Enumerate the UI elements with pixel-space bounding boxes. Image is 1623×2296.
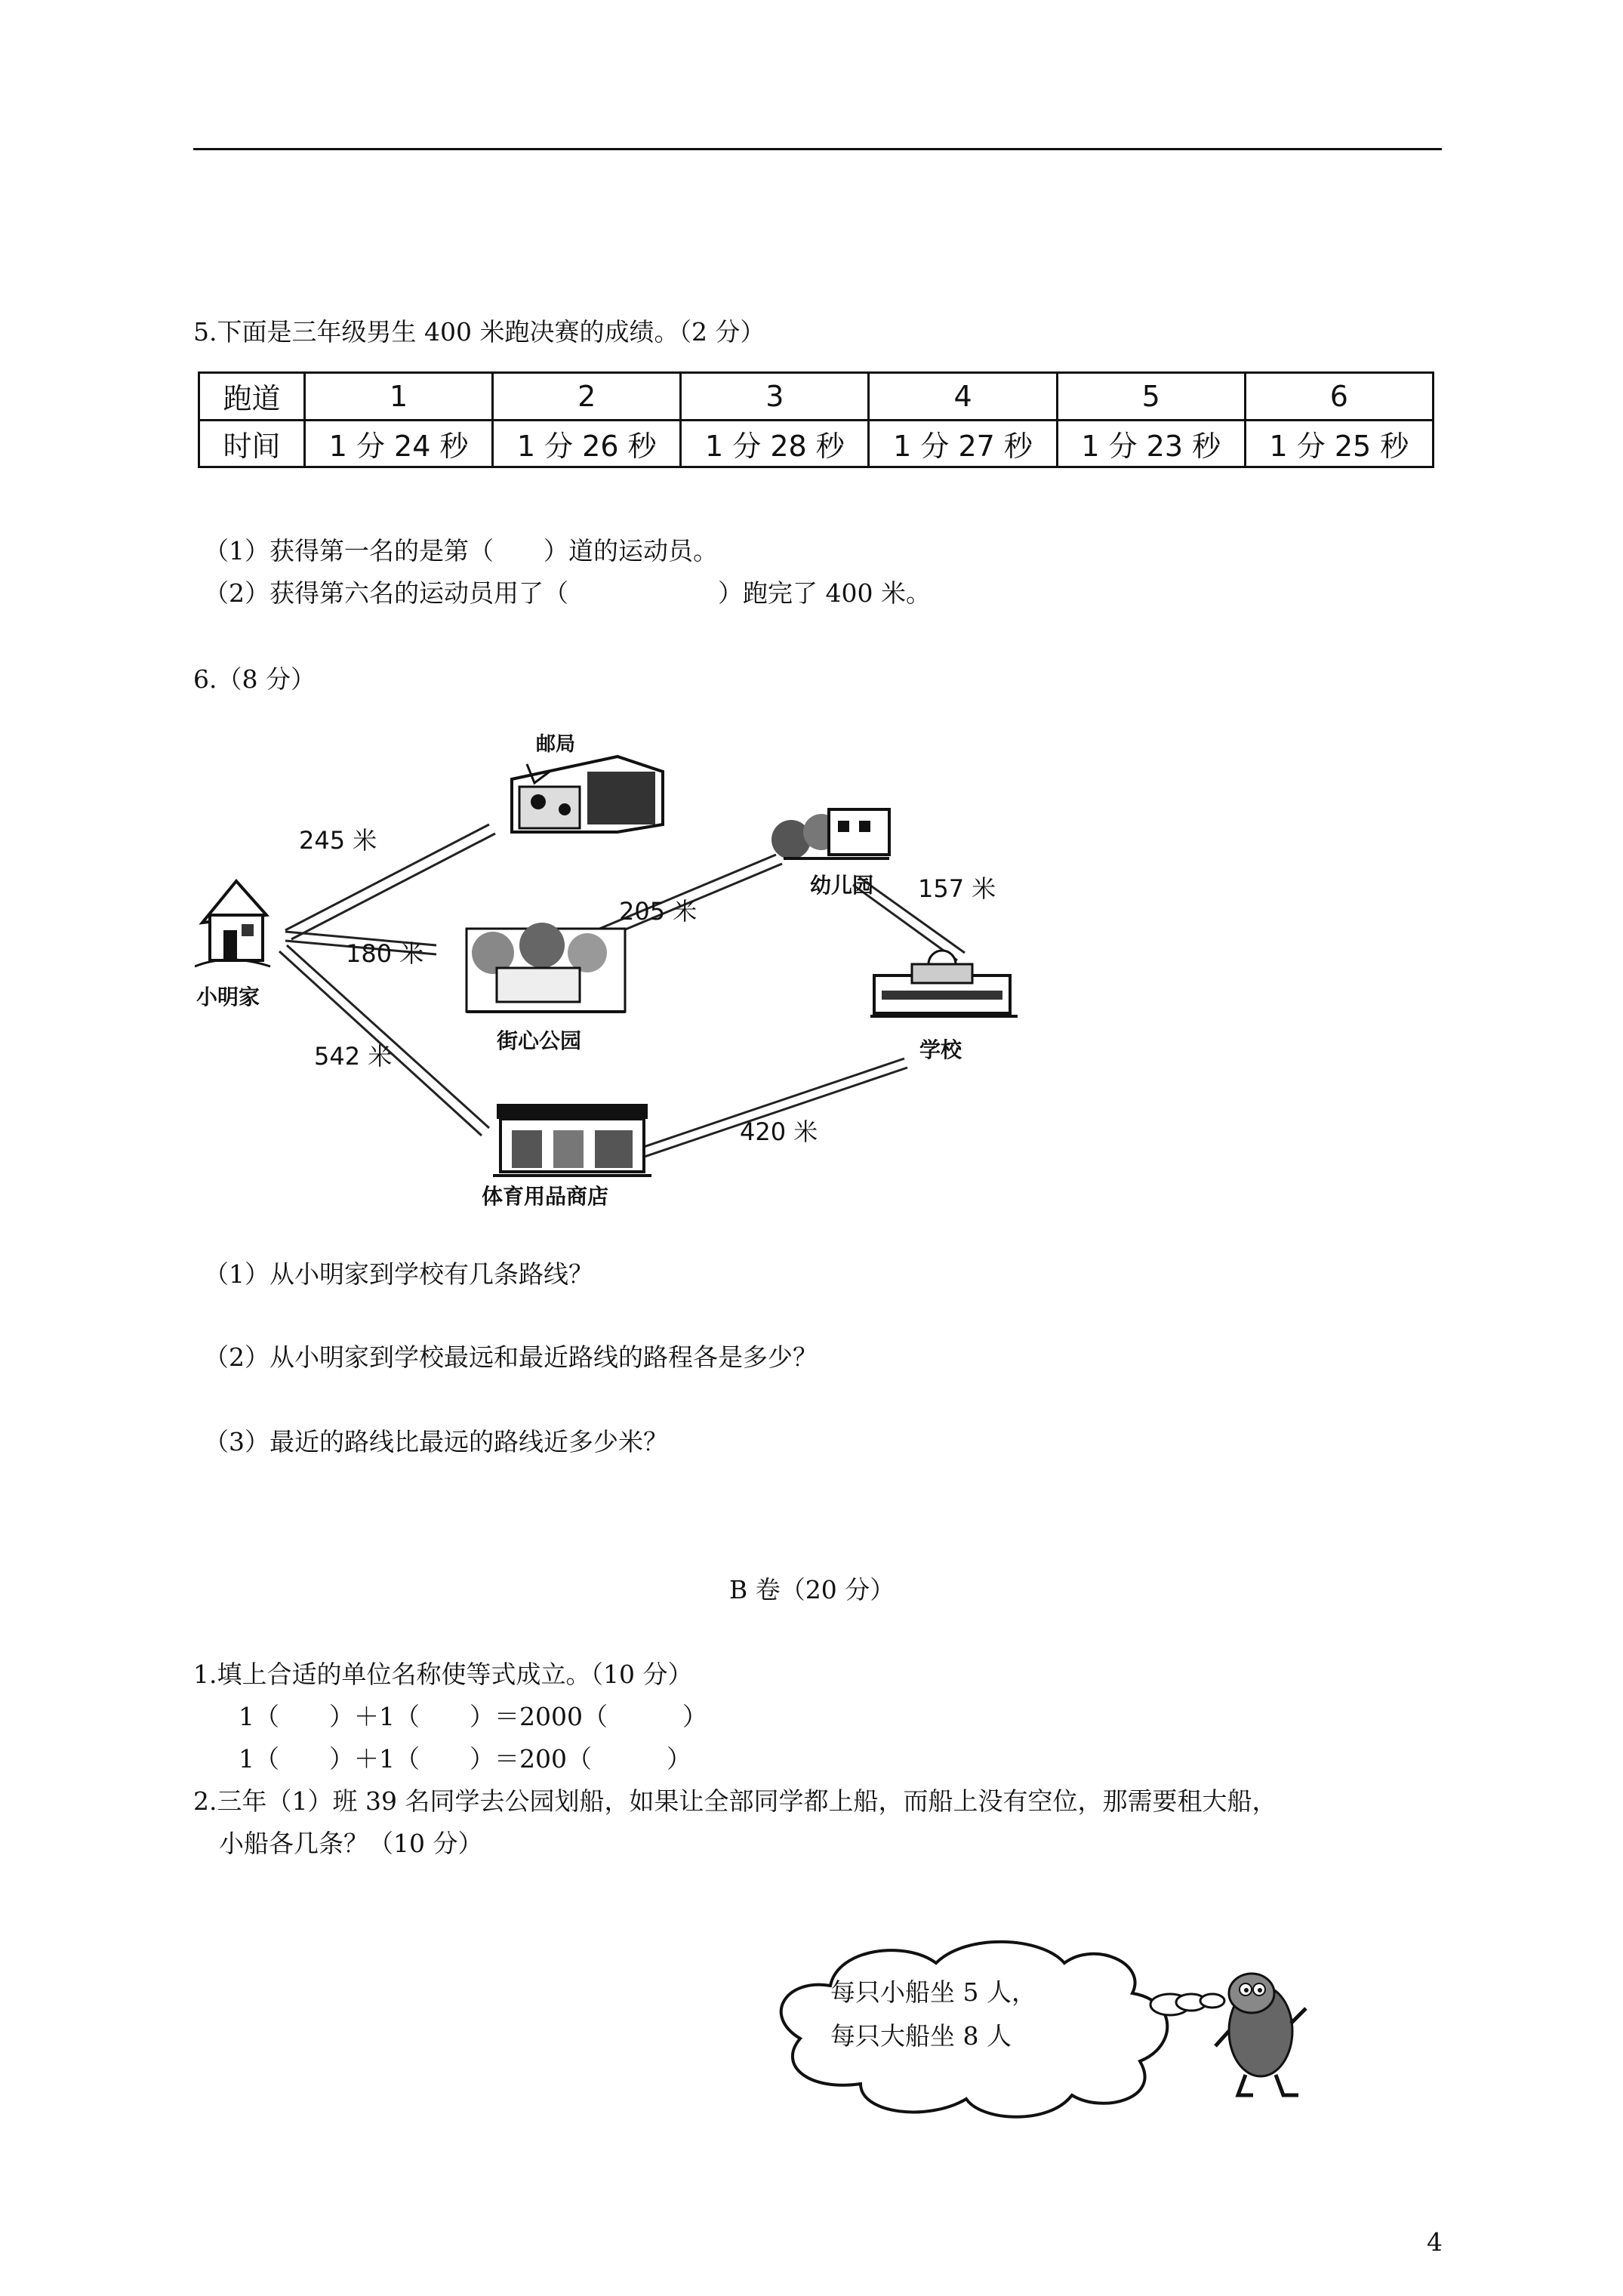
section-b-title: B 卷（20 分）: [729, 1575, 895, 1604]
road-home-store: [287, 945, 489, 1128]
lane-cell: 6: [1245, 373, 1433, 421]
store-icon: [493, 1104, 651, 1176]
b-q1-title: 1.填上合适的单位名称使等式成立。（10 分）: [193, 1660, 693, 1689]
race-results-table: [198, 371, 1434, 468]
lane-cell: 3: [681, 373, 869, 421]
home-icon: [195, 881, 270, 966]
q6-sub3: （3）最近的路线比最远的路线近多少米？: [204, 1427, 668, 1456]
b-q1-equation-1: 1（ ）＋1（ ）＝2000（ ）: [239, 1702, 707, 1731]
time-cell: 1 分 23 秒: [1057, 420, 1245, 467]
time-cell: 1 分 27 秒: [869, 420, 1057, 467]
page-number: 4: [1427, 2227, 1443, 2257]
q5-title: 5.下面是三年级男生 400 米跑决赛的成绩。（2 分）: [193, 317, 765, 347]
lane-cell: 2: [493, 373, 681, 421]
lane-cell: 5: [1057, 373, 1245, 421]
b-q2-line1: 2.三年（1）班 39 名同学去公园划船，如果让全部同学都上船，而船上没有空位，那需要租大船，: [193, 1786, 1277, 1816]
distance-home-store: 542 米: [314, 1042, 393, 1071]
cloud-text-1: 每只小船坐 5 人，: [830, 1977, 1036, 2007]
time-cell: 1 分 24 秒: [305, 420, 493, 467]
distance-park-kinder: 205 米: [619, 897, 698, 926]
lane-cell: 4: [869, 373, 1057, 421]
cloud-text-2: 每只大船坐 8 人: [830, 2021, 1012, 2051]
time-cell: 1 分 25 秒: [1245, 420, 1433, 467]
route-map: [195, 726, 1031, 1214]
post-office-label: 邮局: [536, 733, 576, 756]
distance-home-post: 245 米: [299, 826, 377, 855]
time-cell: 1 分 28 秒: [681, 420, 869, 467]
row-header-time: 时间: [199, 420, 305, 467]
kindergarten-icon: [771, 809, 889, 859]
post-office-icon: [512, 757, 663, 832]
school-label: 学校: [919, 1037, 962, 1062]
park-label: 街心公园: [497, 1028, 582, 1053]
table-row: [199, 420, 1434, 467]
distance-home-park: 180 米: [346, 939, 424, 968]
row-header-lane: 跑道: [199, 373, 305, 421]
distance-kinder-school: 157 米: [918, 874, 996, 903]
q5-sub1: （1）获得第一名的是第（ ）道的运动员。: [204, 536, 718, 566]
q6-title: 6.（8 分）: [193, 664, 316, 694]
header-rule: [193, 148, 1442, 150]
home-label: 小明家: [196, 985, 260, 1009]
time-cell: 1 分 26 秒: [493, 420, 681, 467]
b-q2-line2: 小船各几条？（10 分）: [219, 1829, 483, 1858]
school-icon: [870, 951, 1018, 1016]
distance-store-school: 420 米: [740, 1117, 818, 1146]
store-label: 体育用品商店: [482, 1184, 609, 1209]
table-row: [199, 373, 1434, 421]
b-q1-equation-2: 1（ ）＋1（ ）＝200（ ）: [239, 1744, 691, 1774]
kindergarten-label: 幼儿园: [810, 873, 874, 898]
q6-sub2: （2）从小明家到学校最远和最近路线的路程各是多少？: [204, 1342, 818, 1372]
lane-cell: 1: [305, 373, 493, 421]
mascot-icon: [1208, 1948, 1313, 2099]
park-icon: [467, 923, 625, 1012]
q5-sub2: （2）获得第六名的运动员用了（ ）跑完了 400 米。: [204, 578, 931, 608]
q6-sub1: （1）从小明家到学校有几条路线？: [204, 1259, 593, 1289]
